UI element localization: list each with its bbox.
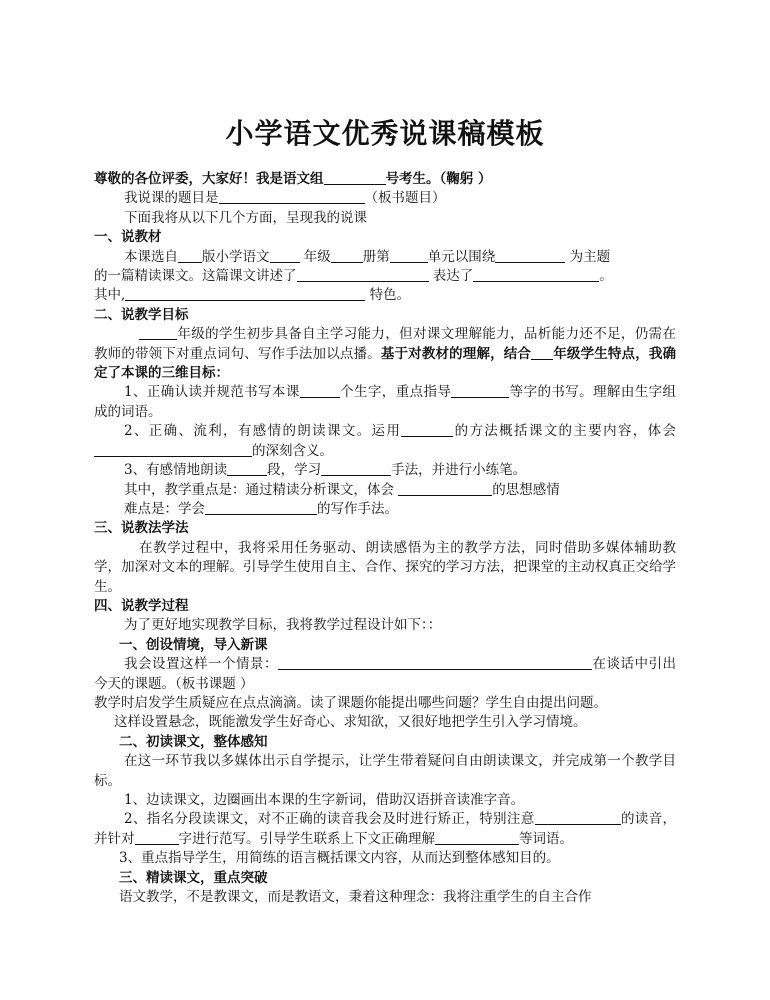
blank bbox=[278, 656, 592, 670]
subheading-3: 三、精读课文，重点突破 bbox=[119, 869, 268, 886]
first-read-paragraph: 在这一环节我以多媒体出示自学提示，让学生带着疑问自由朗读课文，并完成第一个教学目标。 bbox=[94, 753, 676, 789]
suspense-line: 这样设置悬念，既能激发学生好奇心、求知欲，又很好地把学生引入学习情境。 bbox=[114, 714, 587, 731]
blank bbox=[321, 462, 391, 476]
section-heading-1: 一、说教材 bbox=[94, 229, 162, 246]
blank bbox=[135, 831, 179, 845]
blank bbox=[178, 249, 202, 263]
blank bbox=[139, 326, 177, 340]
key-point-line: 其中，教学重点是：通过精读分析课文，体会 的思想感情 bbox=[124, 481, 560, 498]
blank bbox=[297, 268, 429, 282]
blank bbox=[398, 482, 492, 496]
read-step-2: 2、指名分段读课文，对不正确的读音我会及时进行矫正，特别注意 的读音，并针对 字进行范写。引导学生联系上下文正确理解 等词语。 bbox=[94, 811, 676, 847]
document-title: 小学语文优秀说课稿模板 bbox=[225, 117, 545, 150]
read-step-1: 1、边读课文，边圈画出本课的生字新词，借助汉语拼音读准字音。 bbox=[124, 792, 525, 808]
difficulty-line: 难点是：学会 的写作手法。 bbox=[124, 500, 398, 517]
goal-intro-paragraph: 年级的学生初步具备自主学习能力，但对课文理解能力，品析能力还不足，仍需在教师的带领下对重点词句、写作手法加以点播。基于对教材的理解，结合 年级学生特点，我确定了本课的三维目标： bbox=[94, 326, 677, 382]
intro-line: 下面我将从以下几个方面，呈现我的说课 bbox=[124, 209, 367, 226]
blank bbox=[324, 171, 386, 185]
intensive-read-line: 语文教学，不是教课文，而是教语文，秉着这种理念：我将注重学生的自主合作 bbox=[119, 889, 592, 906]
blank bbox=[390, 249, 428, 263]
process-intro-line: 为了更好地实现教学目标，我将教学过程设计如下：： bbox=[124, 617, 442, 634]
blank bbox=[205, 501, 317, 515]
read-step-3: 3、重点指导学生，用简练的语言概括课文内容，从而达到整体感知目的。 bbox=[119, 850, 560, 867]
blank bbox=[401, 423, 453, 437]
blank bbox=[531, 346, 553, 360]
questioning-paragraph: 教学时启发学生质疑应在点点滴滴。读了课题你能提出哪些问题？学生自由提出问题。 bbox=[94, 694, 607, 711]
blank bbox=[451, 384, 509, 398]
topic-line: 我说课的题目是 （板书题目） bbox=[124, 190, 446, 207]
method-paragraph: 在教学过程中，我将采用任务驱动、朗读感悟为主的教学方法，同时借助多媒体辅助教学，加深对文本的理解。引导学生使用自主、合作、探究的学习方法，把课堂的主动权真正交给学生。 bbox=[94, 539, 676, 595]
blank bbox=[535, 811, 621, 825]
blank bbox=[435, 831, 519, 845]
scenario-paragraph: 我会设置这样一个情景： 在谈话中引出今天的课题。（板书课题 ） bbox=[94, 656, 676, 692]
material-paragraph: 本课选自 版小学语文 年级 册第 单元以围绕 为主题 的一篇精读课文。这篇课文讲述了 表达了 。 其中, 特色。 bbox=[94, 248, 613, 304]
section-heading-2: 二、说教学目标 bbox=[94, 306, 189, 323]
document-body bbox=[94, 170, 676, 907]
section-heading-4: 四、说教学过程 bbox=[94, 597, 189, 614]
blank bbox=[270, 249, 300, 263]
subheading-1: 一、创设情境，导入新课 bbox=[119, 636, 268, 653]
goal-item-1: 1、正确认读并规范书写本课 个生字，重点指导 等字的书写。理解由生字组成的词语。 bbox=[94, 384, 677, 420]
goal-item-2: 2、正确、流利，有感情的朗读课文。运用 的方法概括课文的主要内容，体会的深刻含义。 bbox=[94, 422, 676, 461]
blank bbox=[473, 268, 599, 282]
blank bbox=[495, 249, 565, 263]
blank bbox=[94, 443, 252, 457]
blank bbox=[125, 287, 365, 301]
blank bbox=[300, 384, 340, 398]
blank bbox=[331, 249, 363, 263]
subheading-2: 二、初读课文，整体感知 bbox=[119, 733, 268, 750]
section-heading-3: 三、说教法学法 bbox=[94, 520, 189, 537]
goal-item-3: 3、有感情地朗读 段，学习 手法，并进行小练笔。 bbox=[124, 462, 527, 479]
blank bbox=[219, 190, 365, 204]
greeting-line: 尊敬的各位评委，大家好！我是语文组 号考生。（鞠躬 ） bbox=[94, 171, 492, 187]
blank bbox=[227, 462, 267, 476]
